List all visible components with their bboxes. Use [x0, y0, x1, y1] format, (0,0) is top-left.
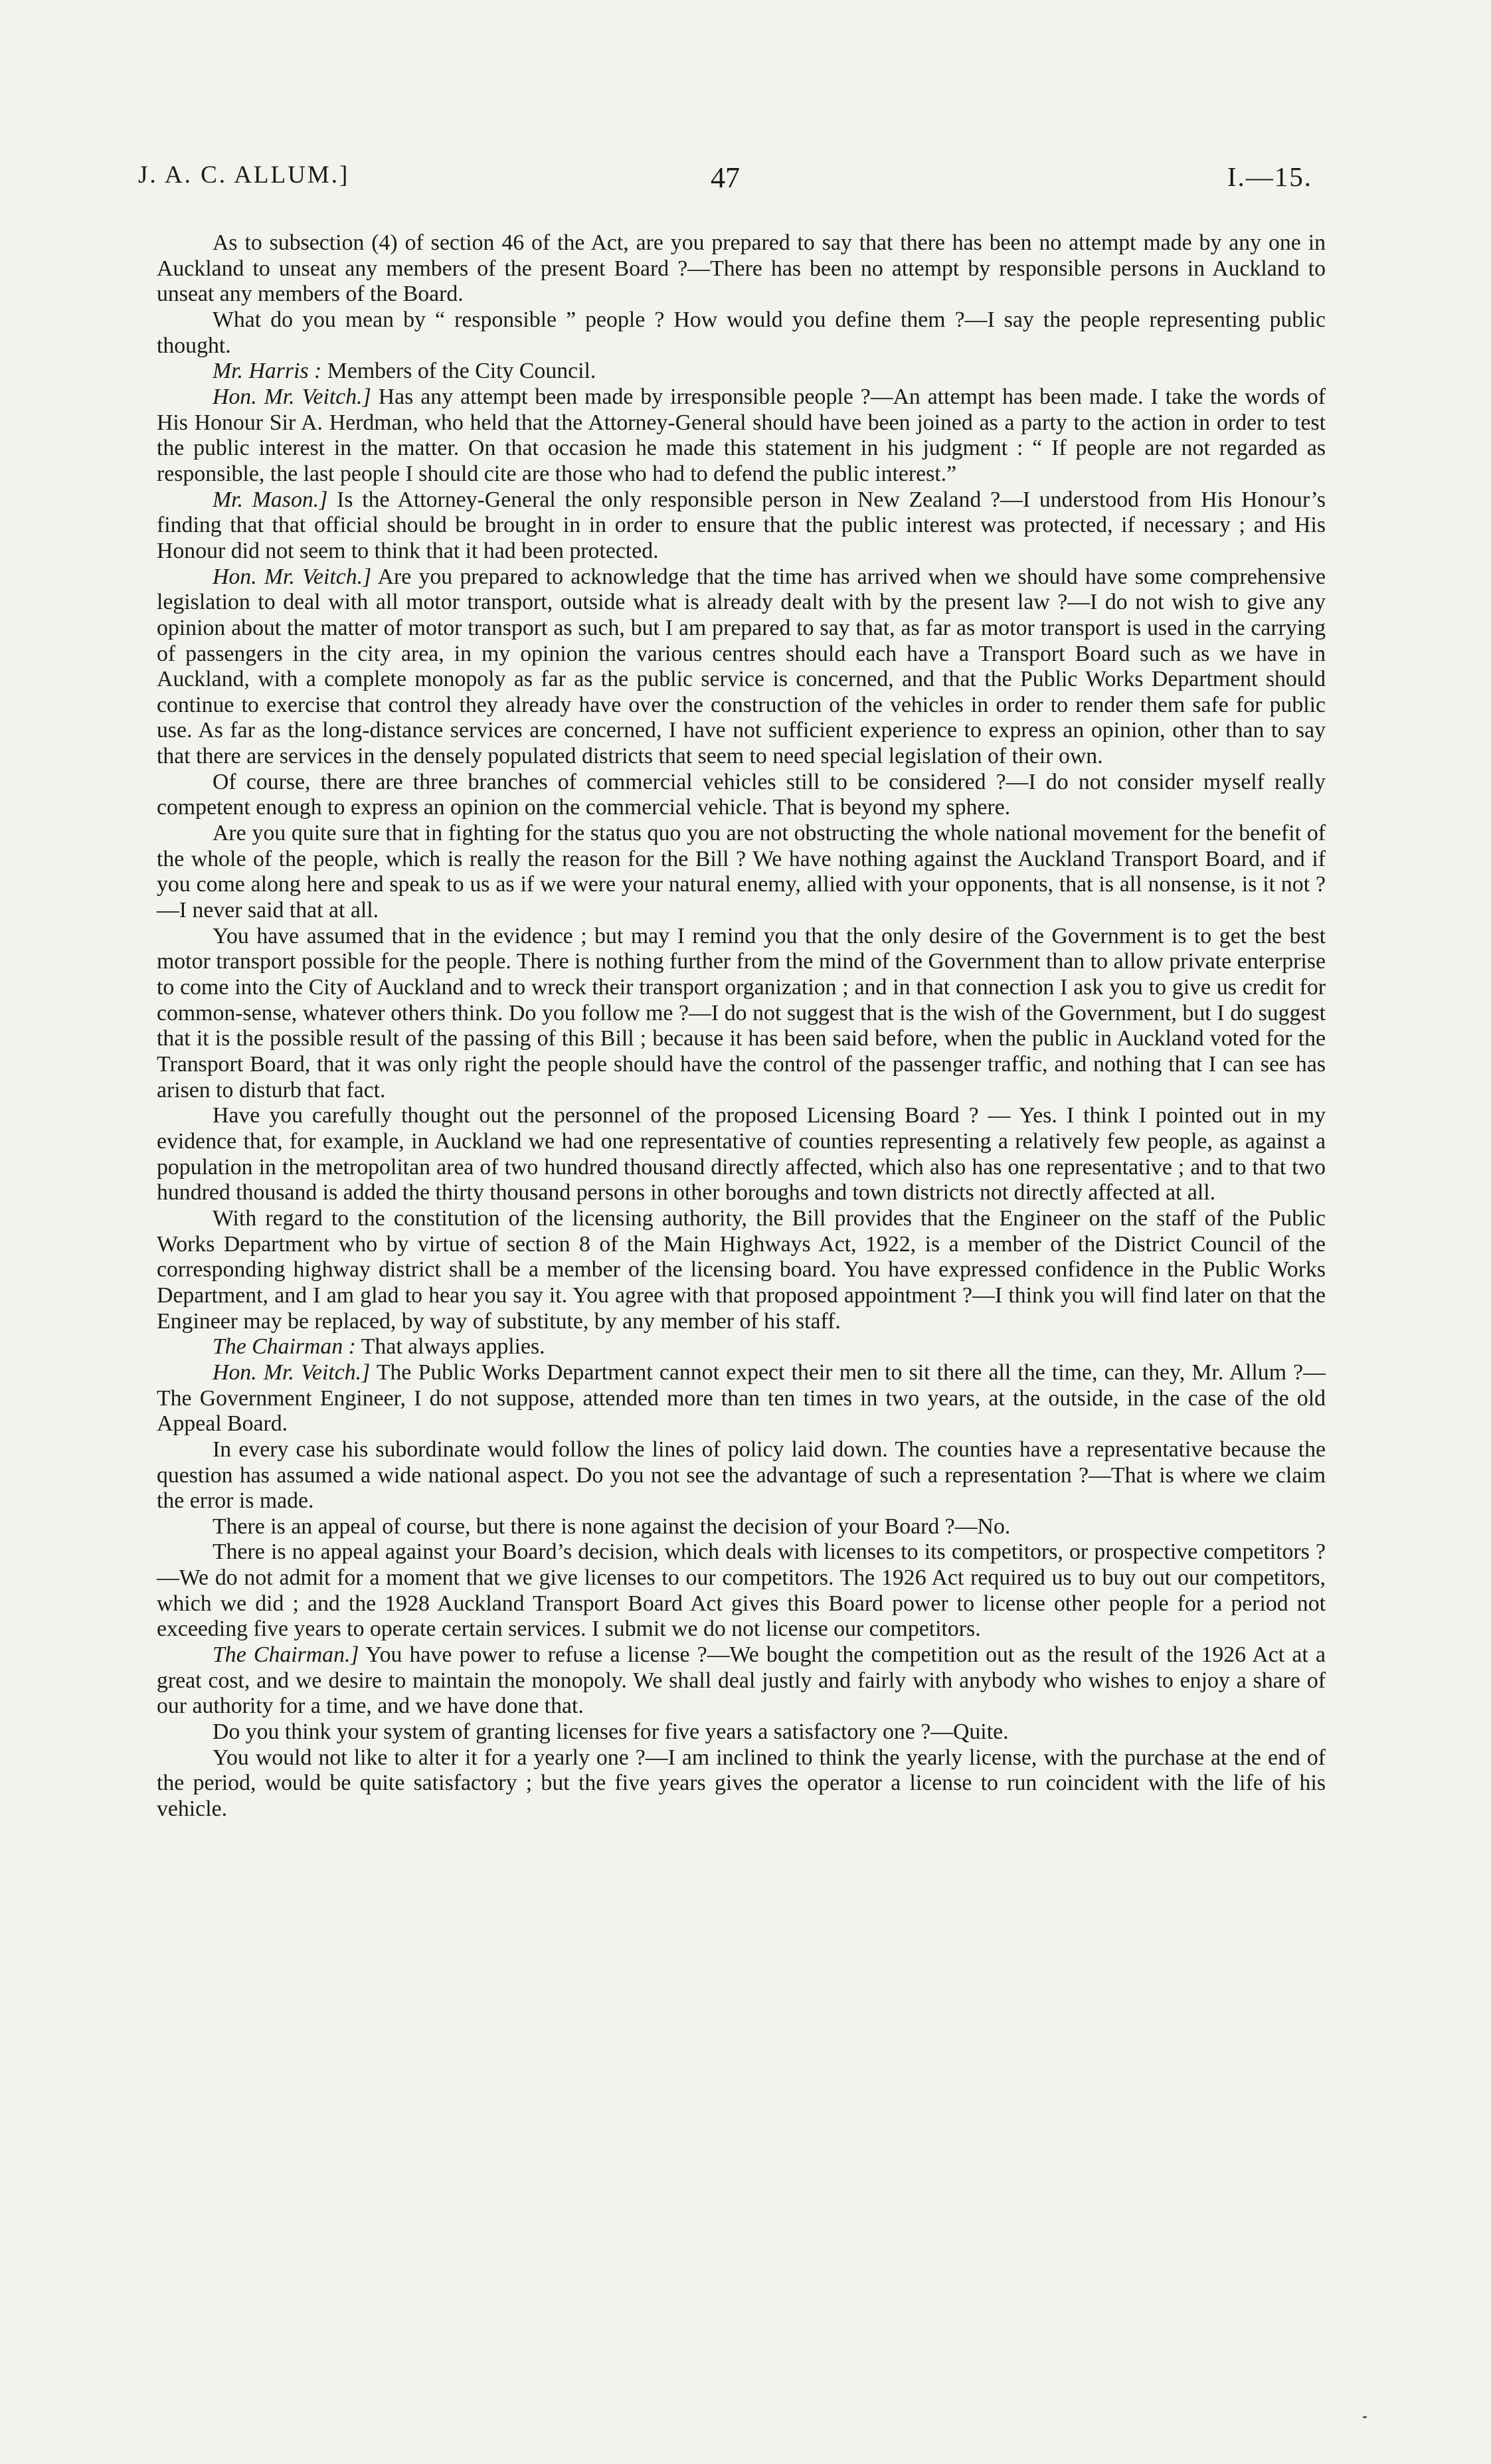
- stray-ink-mark: [1363, 2416, 1367, 2418]
- evidence-text: [157, 230, 1326, 1822]
- speaker-label: The Chairman.]: [213, 1642, 359, 1668]
- paragraph: [157, 770, 1326, 821]
- paragraph: [157, 1642, 1326, 1719]
- paragraph: [157, 1334, 1326, 1360]
- paragraph: [157, 230, 1326, 308]
- paragraph-text: There is no appeal against your Board’s decision, which deals with licenses to its competitors, or prospective competitors ?—We do not admit for a moment that we give licenses to our competitors. The 1926 Act required us to buy out our competitors, which we did ; and the 1928 Auckland Transport Board Act gives this Board power to license other people for a period not exceeding five years to operate certain services. I submit we do not license our competitors.: [157, 1540, 1326, 1642]
- paragraph: [157, 1103, 1326, 1206]
- page-number: 47: [711, 161, 740, 194]
- paragraph: [157, 385, 1326, 487]
- paragraph-text: Members of the City Council.: [321, 359, 596, 384]
- paragraph: [157, 1360, 1326, 1437]
- paragraph-text: Are you quite sure that in fighting for the status quo you are not obstructing the whole national movement for the benefit of the whole of the people, which is really the reason for the Bill ? We have nothing against the Auckland Transport Board, and if you come along here and speak to us as if we were your natural enemy, allied with your opponents, that is all nonsense, is it not ?—I never said that at all.: [157, 821, 1326, 923]
- paragraph-text: Have you carefully thought out the personnel of the proposed Licensing Board ? — Yes. I think I pointed out in my evidence that, for example, in Auckland we had one representative of counties representing a relatively few people, as against a population in the metropolitan area of two hundred thousand directly affected, which also has one representative ; and to that two hundred thousand is added the thirty thousand persons in other boroughs and town districts not directly affected at all.: [157, 1103, 1326, 1205]
- paragraph: [157, 924, 1326, 1104]
- paragraph-text: There is an appeal of course, but there is none against the decision of your Board ?—No.: [213, 1514, 1011, 1539]
- header-witness-name: J. A. C. ALLUM.]: [138, 161, 350, 189]
- paragraph-text: What do you mean by “ responsible ” people ? How would you define them ?—I say the people representing public thought.: [157, 307, 1326, 358]
- paragraph-text: You would not like to alter it for a yearly one ?—I am inclined to think the yearly license, with the purchase at the end of the period, would be quite satisfactory ; but the five years gives the operator a license to run coincident with the life of his vehicle.: [157, 1745, 1326, 1822]
- paragraph-text: With regard to the constitution of the licensing authority, the Bill provides that the Engineer on the staff of the Public Works Department who by virtue of section 8 of the Main Highways Act, 1922, is a member of the District Council of the corresponding highway district shall be a member of the licensing board. You have expressed confidence in the Public Works Department, and I am glad to hear you say it. You agree with that proposed appointment ?—I think you will find later on that the Engineer may be replaced, by way of substitute, by any member of his staff.: [157, 1205, 1326, 1334]
- paragraph-text: As to subsection (4) of section 46 of the Act, are you prepared to say that there has been no attempt made by any one in Auckland to unseat any members of the present Board ?—There has been no attempt by responsible persons in Auckland to unseat any members of the Board.: [157, 230, 1326, 307]
- paragraph-text: The Public Works Department cannot expect their men to sit there all the time, can they, Mr. Allum ?—The Government Engineer, I do not suppose, attended more than ten times in two years, at the outside, in the case of the old Appeal Board.: [157, 1360, 1326, 1437]
- paragraph-text: In every case his subordinate would follow the lines of policy laid down. The counties have a representative because the question has assumed a wide national aspect. Do you not see the advantage of such a representation ?—That is where we claim the error is made.: [157, 1437, 1326, 1514]
- speaker-label: The Chairman :: [213, 1334, 356, 1360]
- paragraph-text: You have assumed that in the evidence ; but may I remind you that the only desire of the Government is to get the best motor transport possible for the people. There is nothing further from the mind of the Government than to allow private enterprise to come into the City of Auckland and to wreck their transport organization ; and in that connection I ask you to give us credit for common-sense, whatever others think. Do you follow me ?—I do not suggest that is the wish of the Government, but I do suggest that it is the possible result of the passing of this Bill ; because it has been said before, when the public in Auckland voted for the Transport Board, that it was only right the people should have the control of the passenger traffic, and nothing that I can see has arisen to disturb that fact.: [157, 923, 1326, 1102]
- paragraph-text: You have power to refuse a license ?—We bought the competition out as the result of the 1926 Act at a great cost, and we desire to maintain the monopoly. We shall deal justly and fairly with anybody who wishes to enjoy a share of our authority for a time, and we have done that.: [157, 1642, 1326, 1719]
- header-paper-reference: I.—15.: [1227, 161, 1312, 192]
- paragraph: [157, 1514, 1326, 1540]
- paragraph: [157, 1719, 1326, 1745]
- paragraph: [157, 487, 1326, 565]
- paragraph: [157, 1745, 1326, 1822]
- speaker-label: Hon. Mr. Veitch.]: [213, 564, 372, 589]
- paragraph-text: Has any attempt been made by irresponsible people ?—An attempt has been made. I take the words of His Honour Sir A. Herdman, who held that the Attorney-General should have been joined as a party to the action in order to test the public interest in the matter. On that occasion he made this statement in his judgment : “ If people are not regarded as responsible, the last people I should cite are those who had to defend the public interest.”: [157, 384, 1326, 486]
- paragraph: [157, 1540, 1326, 1642]
- paragraph: [157, 1206, 1326, 1334]
- paragraph-text: Are you prepared to acknowledge that the time has arrived when we should have some comprehensive legislation to deal with all motor transport, outside what is already dealt with by the present law ?—I do not wish to give any opinion about the matter of motor transport as such, but I am prepared to say that, as far as motor transport is used in the carrying of passengers in the city area, in my opinion the various centres should each have a Transport Board such as we have in Auckland, with a complete monopoly as far as the public service is concerned, and that the Public Works Department should continue to exercise that control they already have over the construction of the vehicles in order to render them safe for public use. As far as the long-distance services are concerned, I have not sufficient experience to express an opinion, other than to say that there are services in the densely populated districts that seem to need special legislation of their own.: [157, 564, 1326, 769]
- speaker-label: Mr. Mason.]: [213, 487, 328, 512]
- paragraph-text: Is the Attorney-General the only responsible person in New Zealand ?—I understood from His Honour’s finding that that official should be brought in in order to ensure that the public interest was protected, if necessary ; and His Honour did not seem to think that it had been protected.: [157, 487, 1326, 563]
- paragraph: [157, 1437, 1326, 1514]
- running-header: [138, 161, 1312, 201]
- paragraph-text: Do you think your system of granting licenses for five years a satisfactory one ?—Quite.: [213, 1719, 1009, 1745]
- speaker-label: Hon. Mr. Veitch.]: [213, 1360, 371, 1385]
- paragraph-text: That always applies.: [355, 1334, 545, 1360]
- speaker-label: Hon. Mr. Veitch.]: [213, 384, 371, 409]
- paragraph: [157, 565, 1326, 770]
- speaker-label: Mr. Harris :: [213, 359, 322, 384]
- paragraph: [157, 308, 1326, 359]
- paragraph: [157, 359, 1326, 385]
- paragraph-text: Of course, there are three branches of commercial vehicles still to be considered ?—I do not consider myself really competent enough to express an opinion on the commercial vehicle. That is beyond my sphere.: [157, 769, 1326, 820]
- paragraph: [157, 821, 1326, 924]
